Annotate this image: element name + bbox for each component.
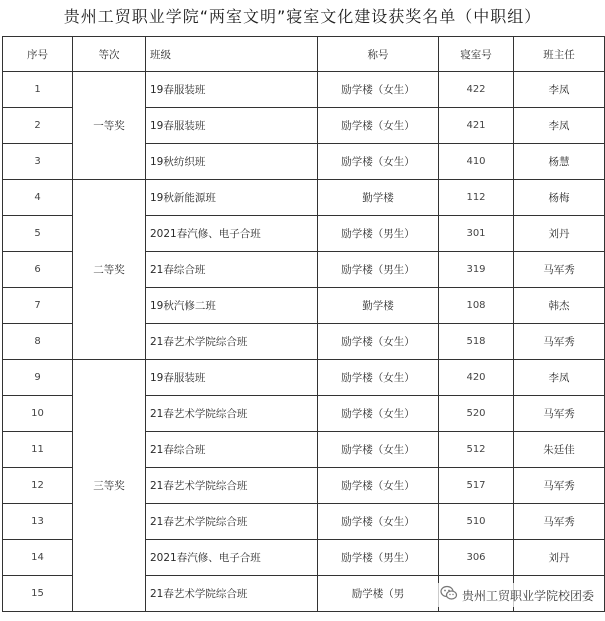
row-class: 21春综合班 <box>146 252 318 288</box>
award-table <box>2 36 605 612</box>
header-row <box>3 37 605 72</box>
row-no: 5 <box>3 216 73 252</box>
row-teacher: 杨梅 <box>514 180 605 216</box>
row-class: 19春服装班 <box>146 360 318 396</box>
row-room: 517 <box>439 468 514 504</box>
row-award: 励学楼（女生） <box>318 396 439 432</box>
table-row <box>3 72 605 108</box>
header-award: 称号 <box>318 37 439 72</box>
row-room: 510 <box>439 504 514 540</box>
row-class: 2021春汽修、电子合班 <box>146 216 318 252</box>
row-class: 21春艺术学院综合班 <box>146 504 318 540</box>
row-teacher: 杨慧 <box>514 144 605 180</box>
page-title: 贵州工贸职业学院“两室文明”寝室文化建设获奖名单（中职组） <box>63 7 542 26</box>
header-room: 寝室号 <box>439 37 514 72</box>
row-teacher: 李凤 <box>514 108 605 144</box>
table-row <box>3 360 605 396</box>
header-class: 班级 <box>146 37 318 72</box>
row-no: 12 <box>3 468 73 504</box>
row-award: 励学楼（女生） <box>318 144 439 180</box>
row-teacher: 马军秀 <box>514 504 605 540</box>
row-room: 518 <box>439 324 514 360</box>
row-class: 2021春汽修、电子合班 <box>146 540 318 576</box>
row-teacher: 韩杰 <box>514 288 605 324</box>
row-room: 420 <box>439 360 514 396</box>
row-no: 6 <box>3 252 73 288</box>
row-teacher: 李凤 <box>514 360 605 396</box>
watermark-text: 贵州工贸职业学院校团委 <box>461 588 594 603</box>
table-row <box>3 180 605 216</box>
header-no: 序号 <box>3 37 73 72</box>
row-teacher: 刘丹 <box>514 216 605 252</box>
row-class: 21春艺术学院综合班 <box>146 468 318 504</box>
row-class: 21春艺术学院综合班 <box>146 576 318 612</box>
row-no: 8 <box>3 324 73 360</box>
level-second: 二等奖 <box>73 180 146 360</box>
wechat-icon <box>440 585 458 605</box>
level-first: 一等奖 <box>73 72 146 180</box>
row-class: 19秋新能源班 <box>146 180 318 216</box>
row-no: 1 <box>3 72 73 108</box>
row-room: 422 <box>439 72 514 108</box>
row-room: 410 <box>439 144 514 180</box>
row-award: 励学楼（男生） <box>318 252 439 288</box>
row-teacher: 李凤 <box>514 72 605 108</box>
row-award: 励学楼（女生） <box>318 504 439 540</box>
row-award: 励学楼（男 <box>318 576 439 612</box>
row-class: 19秋纺织班 <box>146 144 318 180</box>
row-award: 励学楼（女生） <box>318 468 439 504</box>
header-level: 等次 <box>73 37 146 72</box>
row-room: 512 <box>439 432 514 468</box>
row-room: 301 <box>439 216 514 252</box>
row-no: 9 <box>3 360 73 396</box>
row-award: 勤学楼 <box>318 180 439 216</box>
row-teacher: 马军秀 <box>514 396 605 432</box>
row-room: 319 <box>439 252 514 288</box>
row-class: 19春服装班 <box>146 108 318 144</box>
row-award: 励学楼（女生） <box>318 360 439 396</box>
row-teacher: 马军秀 <box>514 252 605 288</box>
row-class: 21春艺术学院综合班 <box>146 324 318 360</box>
row-class: 21春艺术学院综合班 <box>146 396 318 432</box>
row-no: 4 <box>3 180 73 216</box>
row-award: 励学楼（女生） <box>318 324 439 360</box>
row-award: 励学楼（男生） <box>318 540 439 576</box>
row-no: 7 <box>3 288 73 324</box>
row-room: 520 <box>439 396 514 432</box>
row-teacher: 刘丹 <box>514 540 605 576</box>
row-room: 306 <box>439 540 514 576</box>
row-no: 2 <box>3 108 73 144</box>
row-award: 励学楼（女生） <box>318 432 439 468</box>
row-no: 11 <box>3 432 73 468</box>
row-class: 19秋汽修二班 <box>146 288 318 324</box>
row-no: 3 <box>3 144 73 180</box>
row-no: 10 <box>3 396 73 432</box>
row-teacher: 朱廷佳 <box>514 432 605 468</box>
row-room: 421 <box>439 108 514 144</box>
row-teacher: 马军秀 <box>514 468 605 504</box>
row-award: 励学楼（女生） <box>318 108 439 144</box>
row-award: 励学楼（女生） <box>318 72 439 108</box>
row-teacher: 马军秀 <box>514 324 605 360</box>
row-no: 15 <box>3 576 73 612</box>
header-teacher: 班主任 <box>514 37 605 72</box>
row-class: 21春综合班 <box>146 432 318 468</box>
row-class: 19春服装班 <box>146 72 318 108</box>
row-award: 励学楼（男生） <box>318 216 439 252</box>
row-award: 勤学楼 <box>318 288 439 324</box>
watermark <box>437 583 597 607</box>
row-room: 108 <box>439 288 514 324</box>
level-third: 三等奖 <box>73 360 146 612</box>
row-no: 13 <box>3 504 73 540</box>
row-no: 14 <box>3 540 73 576</box>
row-room: 112 <box>439 180 514 216</box>
